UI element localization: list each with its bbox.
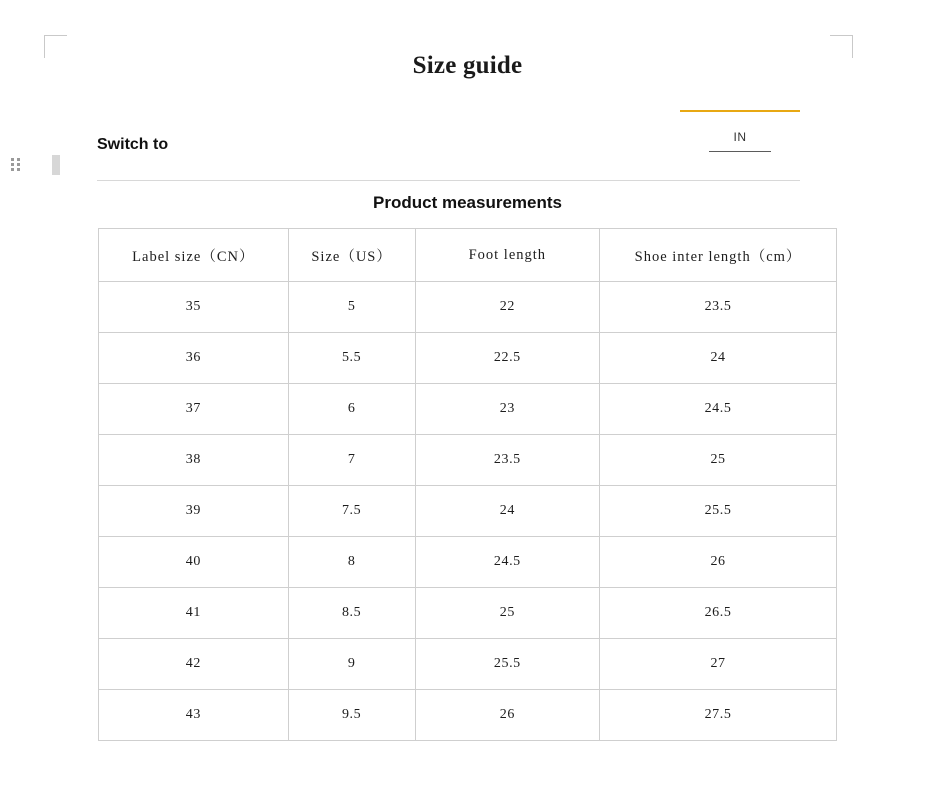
cell-label-size: 40 <box>99 537 289 588</box>
cell-label-size: 42 <box>99 639 289 690</box>
column-header-size-us: Size（US） <box>288 229 415 282</box>
cell-size-us: 9.5 <box>288 690 415 741</box>
table-row <box>99 384 837 435</box>
cell-label-size: 36 <box>99 333 289 384</box>
cell-foot-length: 23.5 <box>415 435 600 486</box>
cell-size-us: 8.5 <box>288 588 415 639</box>
column-header-label-size-cn: Label size（CN） <box>99 229 289 282</box>
page-title: Size guide <box>412 52 523 79</box>
cell-shoe-inter-length: 25 <box>600 435 837 486</box>
cell-foot-length: 24 <box>415 486 600 537</box>
scroll-indicator[interactable] <box>52 155 60 175</box>
cell-size-us: 5.5 <box>288 333 415 384</box>
cell-shoe-inter-length: 23.5 <box>600 282 837 333</box>
cell-shoe-inter-length: 24.5 <box>600 384 837 435</box>
table-row <box>99 588 837 639</box>
table-header-row <box>99 229 837 282</box>
cell-size-us: 5 <box>288 282 415 333</box>
unit-toggle-accent-bar <box>680 110 800 112</box>
section-heading-product-measurements: Product measurements <box>373 193 562 212</box>
cell-size-us: 7 <box>288 435 415 486</box>
cell-label-size: 41 <box>99 588 289 639</box>
cell-foot-length: 24.5 <box>415 537 600 588</box>
column-header-shoe-inter-length: Shoe inter length（cm） <box>600 229 837 282</box>
size-table <box>98 228 837 741</box>
unit-switch-row <box>97 128 800 181</box>
cell-shoe-inter-length: 25.5 <box>600 486 837 537</box>
cell-label-size: 39 <box>99 486 289 537</box>
table-row <box>99 435 837 486</box>
table-row <box>99 690 837 741</box>
table-row <box>99 333 837 384</box>
column-header-foot-length: Foot length <box>415 229 600 282</box>
cell-shoe-inter-length: 26.5 <box>600 588 837 639</box>
cell-shoe-inter-length: 27.5 <box>600 690 837 741</box>
cell-size-us: 9 <box>288 639 415 690</box>
cell-label-size: 37 <box>99 384 289 435</box>
cell-foot-length: 25 <box>415 588 600 639</box>
table-row <box>99 639 837 690</box>
table-row <box>99 486 837 537</box>
table-row <box>99 282 837 333</box>
cell-shoe-inter-length: 27 <box>600 639 837 690</box>
cell-size-us: 8 <box>288 537 415 588</box>
cell-foot-length: 25.5 <box>415 639 600 690</box>
left-rail <box>0 140 80 200</box>
drag-handle-icon[interactable] <box>11 158 21 170</box>
cell-foot-length: 23 <box>415 384 600 435</box>
cell-shoe-inter-length: 24 <box>600 333 837 384</box>
size-table-container <box>98 228 837 741</box>
cell-foot-length: 26 <box>415 690 600 741</box>
cell-foot-length: 22 <box>415 282 600 333</box>
cell-shoe-inter-length: 26 <box>600 537 837 588</box>
cell-size-us: 6 <box>288 384 415 435</box>
switch-to-label: Switch to <box>97 136 169 153</box>
unit-toggle-value[interactable]: IN <box>709 130 771 152</box>
cell-foot-length: 22.5 <box>415 333 600 384</box>
unit-toggle[interactable] <box>680 110 800 152</box>
cell-label-size: 43 <box>99 690 289 741</box>
cell-label-size: 38 <box>99 435 289 486</box>
table-row <box>99 537 837 588</box>
cell-label-size: 35 <box>99 282 289 333</box>
cell-size-us: 7.5 <box>288 486 415 537</box>
